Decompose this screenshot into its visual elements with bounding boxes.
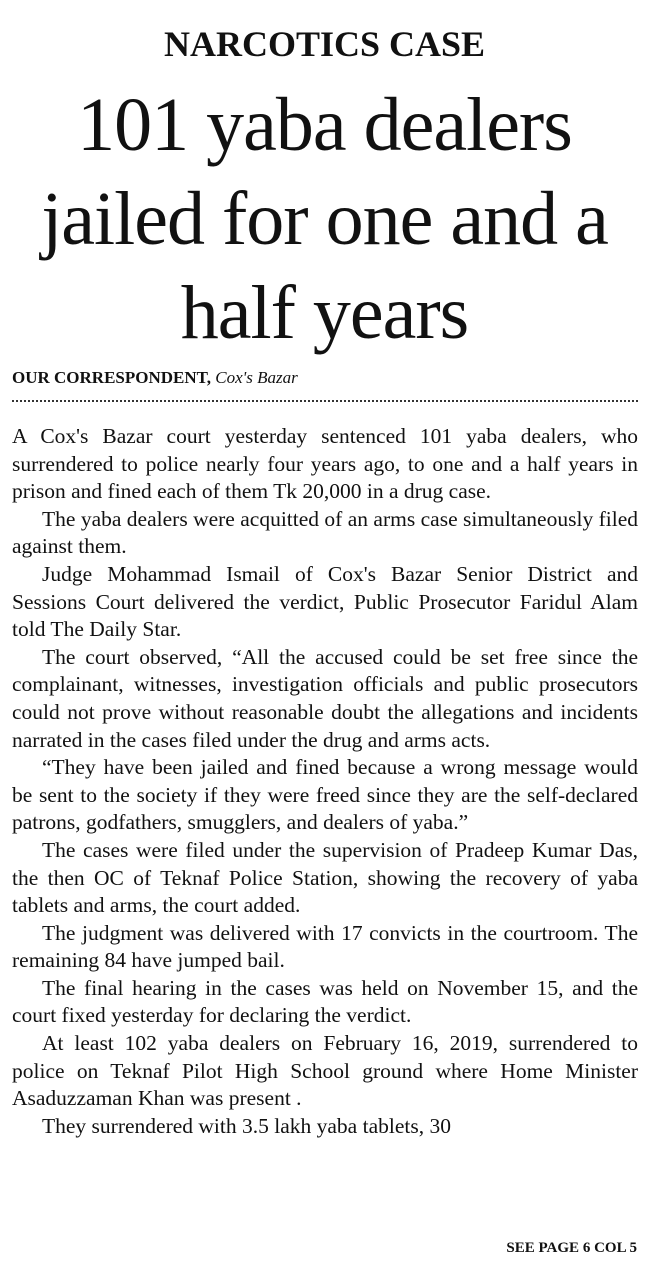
- byline: [12, 367, 638, 389]
- paragraph: The cases were filed under the supervision of Pradeep Kumar Das, the then OC of Teknaf Police Station, showing the recovery of yaba tablets and arms, the court added.: [12, 837, 638, 918]
- byline-location: Cox's Bazar: [215, 368, 298, 387]
- headline: 101 yaba dealers jailed for one and a half years: [41, 83, 608, 355]
- paragraph: The judgment was delivered with 17 convicts in the courtroom. The remaining 84 have jumped bail.: [12, 920, 638, 973]
- paragraph: At least 102 yaba dealers on February 16, 2019, surrendered to police on Teknaf Pilot High School ground where Home Minister Asaduzzaman Khan was present .: [12, 1031, 638, 1111]
- paragraph: The final hearing in the cases was held on November 15, and the court fixed yesterday for declaring the verdict.: [12, 975, 638, 1028]
- dotted-divider: [12, 400, 638, 402]
- kicker: NARCOTICS CASE: [163, 24, 486, 64]
- byline-author: OUR CORRESPONDENT,: [12, 368, 211, 387]
- paragraph: The court observed, “All the accused could be set free since the complainant, witnesses, investigation officials and public prosecutors could not prove without reasonable doubt the allegations and incidents narrated in the cases filed under the drug and arms acts.: [12, 644, 638, 752]
- paragraph: “They have been jailed and fined because a wrong message would be sent to the society if they were freed since they are the self-declared patrons, godfathers, smugglers, and dealers of yaba.”: [12, 755, 638, 835]
- continuation-jump: SEE PAGE 6 COL 5: [506, 1240, 637, 1256]
- paragraph: Judge Mohammad Ismail of Cox's Bazar Senior District and Sessions Court delivered the verdict, Public Prosecutor Faridul Alam told The Daily Star.: [12, 561, 638, 642]
- paragraph: The yaba dealers were acquitted of an arms case simultaneously filed against them.: [12, 506, 638, 559]
- article-body: [12, 423, 638, 1140]
- paragraph: A Cox's Bazar court yesterday sentenced 101 yaba dealers, who surrendered to police nearly four years ago, to one and a half years in prison and fined each of them Tk 20,000 in a drug case.: [12, 424, 638, 504]
- paragraph: They surrendered with 3.5 lakh yaba tablets, 30: [42, 1113, 451, 1138]
